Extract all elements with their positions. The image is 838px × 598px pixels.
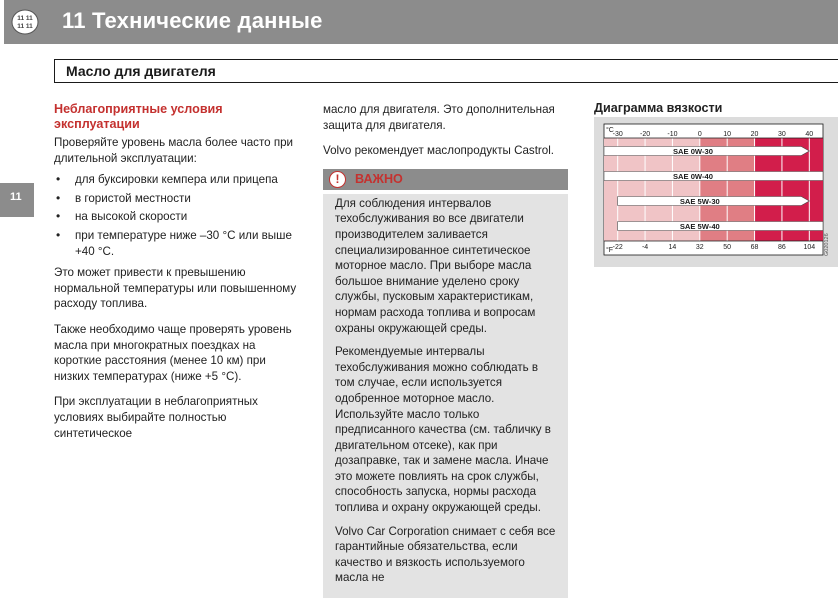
- text-column-1: [54, 102, 304, 451]
- tick-label-fahrenheit: -4: [641, 244, 649, 251]
- list-item: • для буксировки кемпера или прицепа: [54, 172, 304, 188]
- tick-label-fahrenheit: 50: [723, 244, 732, 251]
- series-bar: [604, 172, 823, 181]
- tick-label-celsius: 0: [697, 131, 702, 138]
- warning-header: [323, 169, 568, 190]
- tick-label-fahrenheit: 104: [803, 244, 816, 251]
- conditions-list: [54, 172, 304, 259]
- tick-label-celsius: -10: [667, 131, 678, 138]
- tick-label-fahrenheit: 32: [695, 244, 704, 251]
- series-label: SAE 0W-30: [672, 147, 713, 156]
- viscosity-chart: [594, 117, 838, 267]
- viscosity-chart-svg: [594, 117, 838, 267]
- series-label: SAE 0W-40: [672, 172, 713, 181]
- chapter-title: 11 Технические данные: [62, 8, 323, 33]
- paragraph: При эксплуатации в неблагоприятных условиях выбирайте полностью синтетическое: [54, 395, 258, 440]
- paragraph: Volvo рекомендует маслопродукты Castrol.: [323, 144, 555, 158]
- section-header: [54, 59, 838, 83]
- tick-label-celsius: 30: [778, 131, 786, 138]
- warning-box: [323, 194, 568, 598]
- badge-line-2: 11 11: [17, 23, 33, 30]
- list-item: • при температуре ниже –30 °C или выше +40 °C.: [54, 228, 304, 259]
- list-item: • на высокой скорости: [54, 209, 304, 225]
- figure-code: G020126: [824, 233, 830, 256]
- unit-celsius-label: °C: [606, 127, 614, 134]
- side-tab-label: 11: [10, 191, 22, 203]
- unit-fahrenheit-label: °F: [606, 247, 614, 254]
- warning-label: ВАЖНО: [355, 171, 403, 186]
- tick-label-celsius: 20: [750, 131, 759, 138]
- text-column-2: [323, 102, 573, 598]
- chapter-badge-icon: [10, 8, 40, 36]
- adverse-intro: Проверяйте уровень масла более часто при длительной эксплуатации:: [54, 136, 294, 165]
- tick-label-celsius: 40: [805, 131, 814, 138]
- chart-title: Диаграмма вязкости: [594, 101, 723, 115]
- tick-label-fahrenheit: 68: [750, 244, 759, 251]
- tick-label-fahrenheit: -22: [612, 244, 623, 251]
- series-label: SAE 5W-30: [679, 197, 720, 206]
- section-title: Масло для двигателя: [66, 63, 216, 79]
- series-bar: [618, 222, 823, 231]
- series-label: SAE 5W-40: [679, 222, 720, 231]
- warning-paragraph: Volvo Car Corporation снимает с себя все гарантийные обязательства, если качество и вязкость используемого масла не: [335, 524, 556, 585]
- warning-paragraph: Рекомендуемые интервалы техобслуживания можно соблюдать в том случае, если используется одобренное моторное масло. Используйте масло только предписанного качества (см. табличку в двигательном отсеке), как при дозаправке, так и замене масла. Иначе это можете повлиять на срок службы, способность запуска, нормы расхода топлива и охрану окружающей среды.: [335, 345, 551, 515]
- chapter-header: [0, 0, 838, 44]
- exclamation-icon: !: [329, 171, 346, 188]
- tick-label-celsius: 10: [723, 131, 732, 138]
- list-item: • в гористой местности: [54, 191, 304, 207]
- adverse-conditions-heading: Неблагоприятные условия эксплуатации: [54, 102, 223, 131]
- paragraph: Это может привести к превышению нормальной температуры или повышенному расходу топлива.: [54, 266, 297, 311]
- paragraph: Также необходимо чаще проверять уровень масла при многократных поездках на короткие расстояния (менее 10 км) при низких температурах (ниже +5 °C).: [54, 322, 292, 383]
- tick-label-fahrenheit: 14: [668, 244, 677, 251]
- paragraph: масло для двигателя. Это дополнительная защита для двигателя.: [323, 103, 555, 132]
- warning-paragraph: Для соблюдения интервалов техобслуживания во все двигатели производителем заливается специализированное синтетическое моторное масло. При выборе масла большое внимание уделено сроку службы, пусковым характеристикам, нормам расхода топлива и вопросам охраны окружающей среды.: [335, 196, 536, 335]
- tick-label-celsius: -30: [612, 131, 623, 138]
- tick-label-celsius: -20: [640, 131, 651, 138]
- tick-label-fahrenheit: 86: [778, 244, 786, 251]
- chapter-side-tab: [0, 183, 34, 217]
- badge-line-1: 11 11: [17, 15, 33, 22]
